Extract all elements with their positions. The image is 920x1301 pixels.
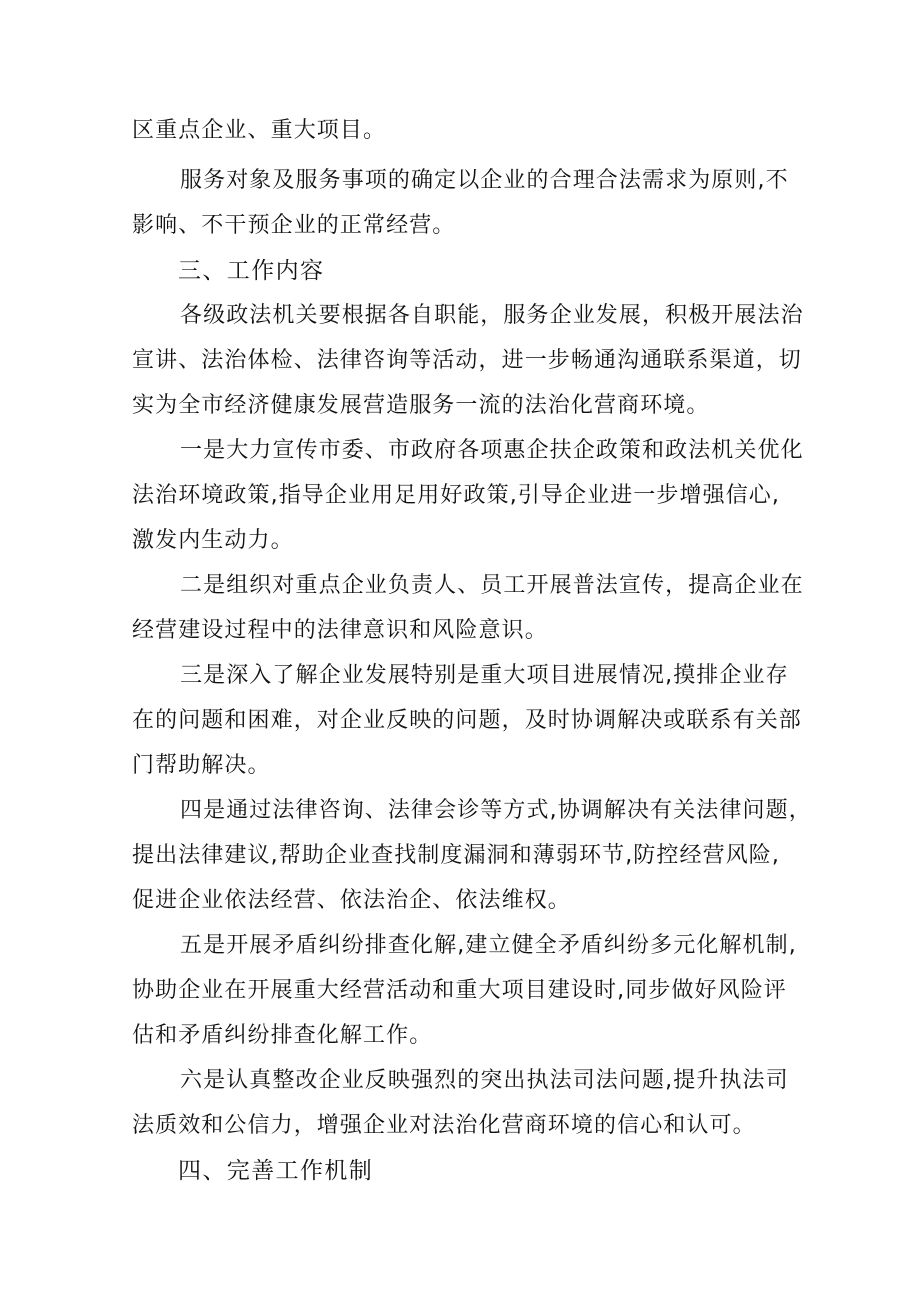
section-heading-4: 四、完善工作机制 bbox=[178, 1158, 374, 1184]
paragraph-line: 协助企业在开展重大经营活动和重大项目建设时,同步做好风险评 bbox=[132, 978, 787, 1003]
paragraph-line: 五是开展矛盾纠纷排查化解,建立健全矛盾纠纷多元化解机制, bbox=[180, 933, 797, 958]
paragraph-line: 一是大力宣传市委、市政府各项惠企扶企政策和政法机关优化 bbox=[180, 438, 804, 463]
paragraph-line: 三是深入了解企业发展特别是重大项目进展情况,摸排企业存 bbox=[180, 663, 789, 688]
paragraph-line: 门帮助解决。 bbox=[132, 753, 271, 778]
paragraph-line: 提出法律建议,帮助企业查找制度漏洞和薄弱环节,防控经营风险, bbox=[132, 843, 780, 868]
paragraph-line: 在的问题和困难，对企业反映的问题，及时协调解决或联系有关部 bbox=[132, 708, 802, 733]
paragraph-line: 促进企业依法经营、依法治企、依法维权。 bbox=[132, 888, 571, 913]
paragraph-line: 服务对象及服务事项的确定以企业的合理合法需求为原则,不 bbox=[180, 168, 789, 193]
paragraph-line: 六是认真整改企业反映强烈的突出执法司法问题,提升执法司 bbox=[180, 1068, 789, 1093]
paragraph-line: 区重点企业、重大项目。 bbox=[132, 118, 387, 143]
paragraph-line: 激发内生动力。 bbox=[132, 528, 294, 553]
paragraph-line: 宣讲、法治体检、法律咨询等活动，进一步畅通沟通联系渠道，切 bbox=[132, 348, 802, 373]
paragraph-line: 二是组织对重点企业负责人、员工开展普法宣传，提高企业在 bbox=[180, 573, 804, 598]
paragraph-line: 估和矛盾纠纷排查化解工作。 bbox=[132, 1023, 433, 1048]
paragraph-line: 法治环境政策,指导企业用足用好政策,引导企业进一步增强信心, bbox=[132, 483, 780, 508]
paragraph-line: 影响、不干预企业的正常经营。 bbox=[132, 213, 456, 238]
paragraph-line: 实为全市经济健康发展营造服务一流的法治化营商环境。 bbox=[132, 393, 710, 418]
section-heading-3: 三、工作内容 bbox=[178, 258, 325, 284]
paragraph-line: 各级政法机关要根据各自职能，服务企业发展，积极开展法治 bbox=[180, 303, 804, 328]
paragraph-line: 法质效和公信力，增强企业对法治化营商环境的信心和认可。 bbox=[132, 1113, 756, 1138]
paragraph-line: 四是通过法律咨询、法律会诊等方式,协调解决有关法律问题， bbox=[180, 798, 812, 823]
paragraph-line: 经营建设过程中的法律意识和风险意识。 bbox=[132, 618, 548, 643]
